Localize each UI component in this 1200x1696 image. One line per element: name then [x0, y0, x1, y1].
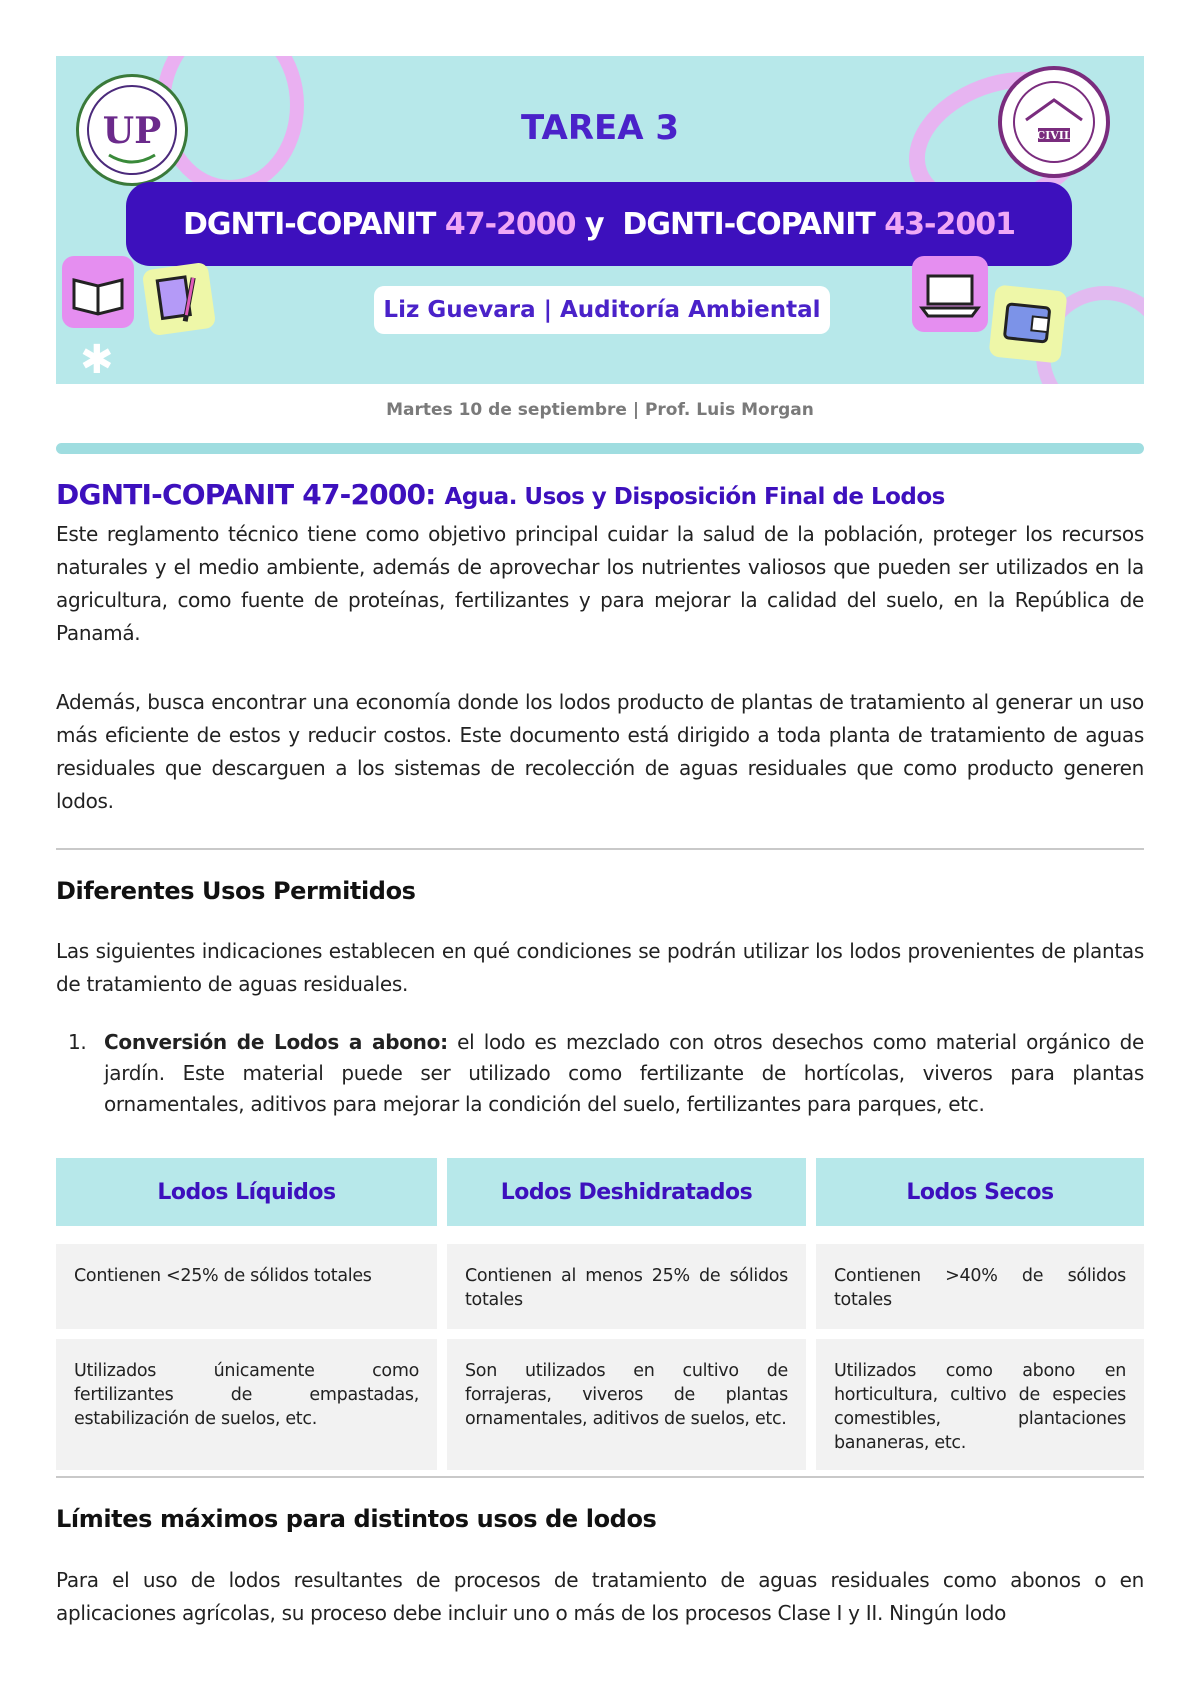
table-header-cell: Lodos Deshidratados: [447, 1158, 806, 1226]
divider-bar: [56, 443, 1144, 454]
title-part1: DGNTI-COPANIT: [182, 206, 445, 242]
section-title-1: [56, 478, 945, 511]
svg-text:CIVIL: CIVIL: [1036, 129, 1072, 142]
section-title-main: DGNTI-COPANIT 47-2000:: [56, 478, 445, 511]
title-number-1: 47-2000: [444, 206, 576, 242]
title-number-2: 43-2001: [884, 206, 1015, 242]
table-cell: Utilizados como abono en horticultura, cultivo de especies comestibles, plantaciones bananeras, etc.: [816, 1339, 1144, 1470]
author-line: Liz Guevara | Auditoría Ambiental: [374, 286, 830, 334]
sparkle-icon: ✱: [80, 337, 114, 383]
task-label: TAREA 3: [520, 108, 680, 148]
horizontal-rule: [56, 1476, 1144, 1478]
list-item: [56, 1027, 1144, 1120]
notebook-pen-icon: [142, 262, 217, 337]
list-item-body: [104, 1027, 1144, 1120]
title-join: y DGNTI-COPANIT: [575, 206, 885, 242]
horizontal-rule: [56, 848, 1144, 850]
header-banner: [56, 56, 1144, 384]
table-cell: Son utilizados en cultivo de forrajeras, viveros de plantas ornamentales, aditivos de suelos, etc.: [447, 1339, 806, 1470]
laptop-icon: [912, 256, 988, 332]
date-professor-line: Martes 10 de septiembre | Prof. Luis Morgan: [386, 400, 814, 420]
paragraph-objective: Este reglamento técnico tiene como objetivo principal cuidar la salud de la población, proteger los recursos naturales y el medio ambiente, además de aprovechar los nutrientes valiosos que pueden ser utilizados en la agricultura, como fuente de proteínas, fertilizantes y para mejorar la calidad del suelo, en la República de Panamá.: [56, 522, 1144, 645]
paragraph-economy: Además, busca encontrar una economía donde los lodos producto de plantas de tratamiento al generar un uso más eficiente de estos y reducir costos. Este documento está dirigido a toda planta de tratamiento de aguas residuales que descarguen a los sistemas de recolección de aguas residuales que como producto generen lodos.: [56, 690, 1144, 813]
paragraph-limites: Para el uso de lodos resultantes de procesos de tratamiento de aguas residuales como abonos o en aplicaciones agrícolas, su proceso debe incluir uno o más de los procesos Clase I y II. Ningún lodo: [56, 1568, 1144, 1625]
section-title-sub: Agua. Usos y Disposición Final de Lodos: [444, 484, 945, 510]
paragraph-usos-intro: Las siguientes indicaciones establecen en qué condiciones se podrán utilizar los lodos provenientes de plantas de tratamiento de aguas residuales.: [56, 939, 1144, 996]
open-book-icon: [62, 256, 134, 328]
list-item-bold: Conversión de Lodos a abono:: [104, 1030, 448, 1054]
document-title: [126, 182, 1072, 266]
wallet-icon: [988, 284, 1067, 363]
table-header-cell: Lodos Líquidos: [56, 1158, 437, 1226]
table-cell: Contienen al menos 25% de sólidos totales: [447, 1244, 806, 1329]
table-cell: Utilizados únicamente como fertilizantes de empastadas, estabilización de suelos, etc.: [56, 1339, 437, 1470]
list-item-text: el lodo es mezclado con otros desechos como material orgánico de jardín. Este material puede ser utilizado como fertilizante de hortícolas, viveros para plantas ornamentales, aditivos para mejorar la condición del suelo, fertilizantes para parques, etc.: [104, 1030, 1144, 1116]
svg-text:UP: UP: [102, 110, 162, 152]
list-marker: 1.: [68, 1030, 87, 1054]
section-title-usos: Diferentes Usos Permitidos: [56, 877, 416, 905]
section-title-limites: Límites máximos para distintos usos de lodos: [56, 1505, 657, 1533]
table-header-cell: Lodos Secos: [816, 1158, 1144, 1226]
table-cell: Contienen <25% de sólidos totales: [56, 1244, 437, 1329]
table-cell: Contienen >40% de sólidos totales: [816, 1244, 1144, 1329]
